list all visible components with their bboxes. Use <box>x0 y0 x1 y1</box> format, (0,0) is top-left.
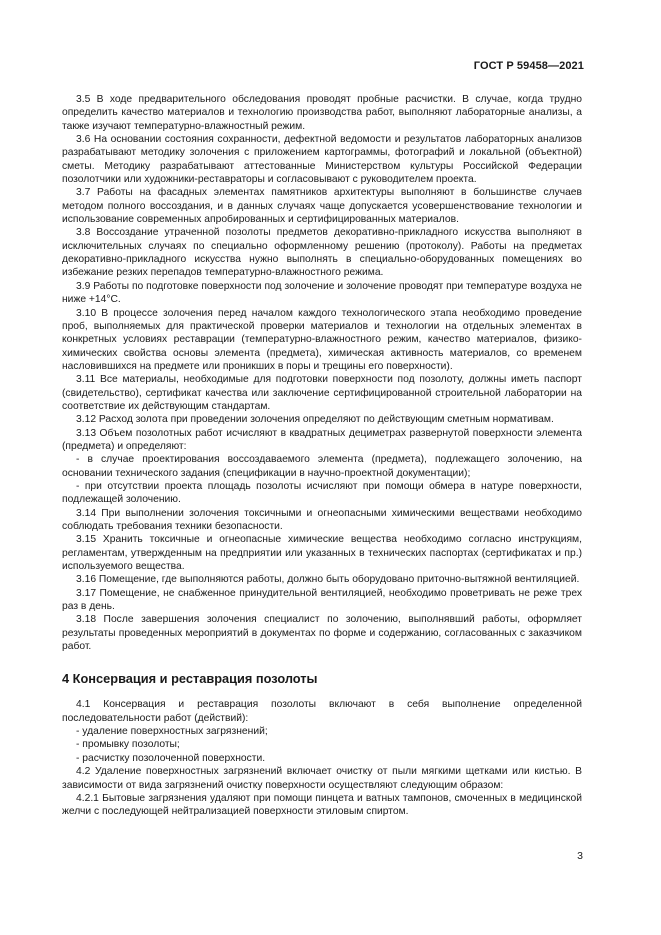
paragraph-3-18: 3.18 После завершения золочения специалист по золочению, выполнявший работы, оформляет результаты проведенных мероприятий в документах по форме и содержанию, согласованных с заказчиком работ. <box>62 614 582 653</box>
paragraph-3-15: 3.15 Хранить токсичные и огнеопасные химические вещества необходимо согласно инструкциям, регламентам, утвержденным на предприятии или указанных в технических паспортах (сертификатах и пр.) используемого вещества. <box>62 534 582 573</box>
list-item-4-1-c: - расчистку позолоченной поверхности. <box>76 752 266 764</box>
paragraph-3-6: 3.6 На основании состояния сохранности, дефектной ведомости и результатов лабораторных анализов разрабатывают методику золочения с приложением картограммы, фотографий и локальной (объектной) сметы. Методику разрабатывают аттестованные Министерством культуры Российской Федерации позолотчики или художники-реставраторы и согласовывают с руководителем проекта. <box>62 134 582 186</box>
list-item-4-1-b: - промывку позолоты; <box>76 739 180 751</box>
list-item-3-13-a: - в случае проектирования воссоздаваемого элемента (предмета), подлежащего золочению, на основании технического задания (спецификации в научно-проектной документации); <box>62 454 582 479</box>
document-body <box>62 93 582 819</box>
paragraph-3-10: 3.10 В процессе золочения перед началом каждого технологического этапа необходимо проведение проб, выполняемых для практической проверки материалов и технологии на отдельных элементах в конкретных условиях реставрации (температурно-влажностного режим, качество материалов, физико-химических свойства основы элемента (предмета), химическая активность материалов, со временем насловившихся на предмете или проникших в поры и трещины его поверхности). <box>62 307 582 372</box>
paragraph-3-9: 3.9 Работы по подготовке поверхности под золочение и золочение проводят при температуре воздуха не ниже +14°С. <box>62 280 582 306</box>
paragraph-3-17: 3.17 Помещение, не снабженное принудительной вентиляцией, необходимо проветривать не реже трех раз в день. <box>62 587 582 613</box>
paragraph-4-2-1: 4.2.1 Бытовые загрязнения удаляют при помощи пинцета и ватных тампонов, смоченных в медицинской желчи с последующей нейтрализацией поверхности этиловым спиртом. <box>62 792 582 818</box>
section-4-heading: 4 Консервация и реставрация позолоты <box>62 671 318 687</box>
paragraph-4-1: 4.1 Консервация и реставрация позолоты включают в себя выполнение определенной последовательности работ (действий): <box>62 699 582 724</box>
page-number: 3 <box>577 850 583 862</box>
paragraph-3-7: 3.7 Работы на фасадных элементах памятников архитектуры выполняют в большинстве случаев методом полного воссоздания, и в данных случаях чаще допускается усовершенствование технологии и использование современных апробированных и сертифицированных материалов. <box>62 187 582 226</box>
list-item-3-13-b: - при отсутствии проекта площадь позолоты исчисляют при помощи обмера в натуре поверхности, подлежащей золочению. <box>62 480 582 506</box>
document-id-header: ГОСТ Р 59458—2021 <box>473 60 584 72</box>
paragraph-3-13: 3.13 Объем позолотных работ исчисляют в квадратных дециметрах развернутой поверхности элемента (предмета) и определяют: <box>62 427 582 452</box>
paragraph-3-5: 3.5 В ходе предварительного обследования проводят пробные расчистки. В случае, когда трудно определить качество материалов и технологию производства работ, выполняют лабораторные анализы, а также изучают температурно-влажностный режим. <box>62 94 582 132</box>
paragraph-3-16: 3.16 Помещение, где выполняются работы, должно быть оборудовано приточно-вытяжной вентиляцией. <box>76 574 580 586</box>
paragraph-4-2: 4.2 Удаление поверхностных загрязнений включает очистку от пыли мягкими щетками или кистью. В зависимости от вида загрязнений очистку поверхности осуществляют следующим образом: <box>62 766 582 791</box>
paragraph-3-12: 3.12 Расход золота при проведении золочения определяют по действующим сметным нормативам. <box>76 414 554 426</box>
paragraph-3-11: 3.11 Все материалы, необходимые для подготовки поверхности под позолоту, должны иметь паспорт (свидетельство), сертификат качества или заключение сертифицированной строительной лаборатории на соответствие их действующим стандартам. <box>62 374 582 412</box>
list-item-4-1-a: - удаление поверхностных загрязнений; <box>76 726 268 738</box>
paragraph-3-14: 3.14 При выполнении золочения токсичными и огнеопасными химическими веществами необходимо соблюдать требования техники безопасности. <box>62 507 582 532</box>
paragraph-3-8: 3.8 Воссоздание утраченной позолоты предметов декоративно-прикладного искусства выполняют в исключительных случаях по специально оформленному решению (протоколу). Работы на предметах декоративно-прикладного искусства нужно выполнять в специально-оборудованных помещениях во избежание резких перепадов температурно-влажностного режима. <box>62 227 582 279</box>
